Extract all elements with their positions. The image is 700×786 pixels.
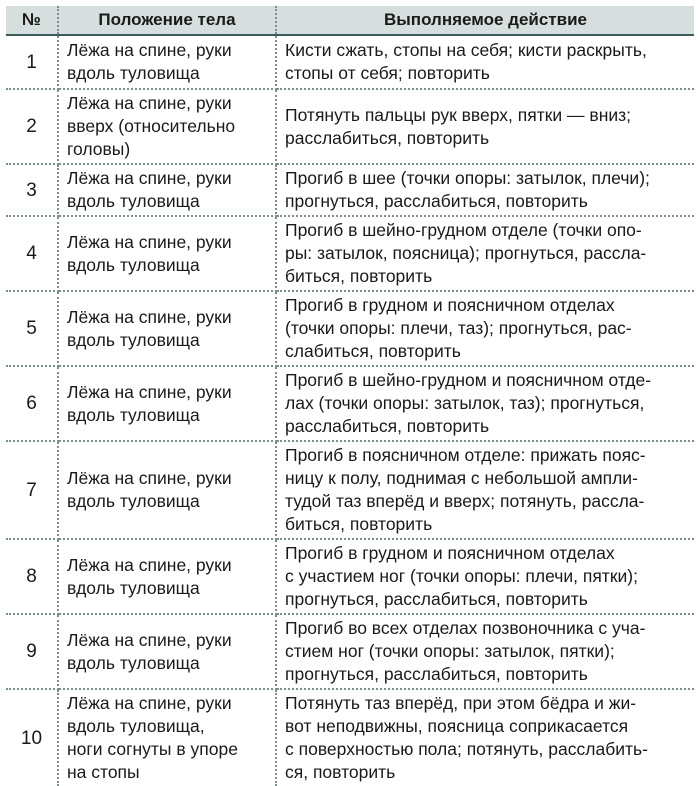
table-header-row [6, 6, 694, 35]
row-action: Прогиб в грудном и поясничном отделах (точки опоры: плечи, таз); прогнуться, рас- слабиться, повторить [276, 291, 694, 366]
row-number: 6 [6, 366, 58, 441]
header-number: № [6, 6, 58, 35]
row-number: 5 [6, 291, 58, 366]
row-position: Лёжа на спине, руки вдоль туловища [58, 216, 276, 291]
row-position: Лёжа на спине, руки вдоль туловища [58, 539, 276, 614]
table-row [6, 539, 694, 614]
row-number: 7 [6, 441, 58, 539]
row-position: Лёжа на спине, руки вдоль туловища [58, 291, 276, 366]
row-position: Лёжа на спине, руки вдоль туловища [58, 164, 276, 216]
row-position: Лёжа на спине, руки вдоль туловища [58, 441, 276, 539]
table-row [6, 89, 694, 164]
table-row [6, 164, 694, 216]
table-row [6, 35, 694, 89]
row-action: Потянуть таз вперёд, при этом бёдра и жи- вот неподвижны, поясница соприкасается с поверхностью пола; потянуть, расслабить- ся, повторить [285, 693, 648, 782]
row-number: 3 [6, 164, 58, 216]
table-row [6, 689, 694, 786]
row-action: Потянуть пальцы рук вверх, пятки — вниз; расслабиться, повторить [276, 89, 694, 164]
row-action: Кисти сжать, стопы на себя; кисти раскрыть, стопы от себя; повторить [276, 35, 694, 89]
row-action: Прогиб в шейно-грудном отделе (точки опо- ры: затылок, поясница); прогнуться, рассла- биться, повторить [276, 216, 694, 291]
row-position: Лёжа на спине, руки вдоль туловища [58, 35, 276, 89]
row-number: 4 [6, 216, 58, 291]
row-number: 10 [6, 689, 58, 786]
table-row [6, 291, 694, 366]
row-number: 1 [6, 35, 58, 89]
header-action: Выполняемое действие [276, 6, 694, 35]
row-number: 2 [6, 89, 58, 164]
row-position: Лёжа на спине, руки вдоль туловища [58, 614, 276, 689]
row-position: Лёжа на спине, руки вдоль туловища, ноги согнуты в упоре на стопы [58, 689, 276, 786]
exercise-table [6, 6, 694, 786]
row-position: Лёжа на спине, руки вдоль туловища [58, 366, 276, 441]
row-action: Прогиб во всех отделах позвоночника с уча- стием ног (точки опоры: затылок, пятки); прогнуться, расслабиться, повторить [276, 614, 694, 689]
row-number: 9 [6, 614, 58, 689]
table-row [6, 366, 694, 441]
row-action: Прогиб в поясничном отделе: прижать пояс- ницу к полу, поднимая с небольшой ампли- тудой таз вперёд и вверх; потянуть, рассла- биться, повторить [276, 441, 694, 539]
row-number: 8 [6, 539, 58, 614]
table-row [6, 216, 694, 291]
header-position: Положение тела [58, 6, 276, 35]
row-action: Прогиб в грудном и поясничном отделах с участием ног (точки опоры: плечи, пятки); прогнуться, расслабиться, повторить [276, 539, 694, 614]
table-row [6, 614, 694, 689]
row-action: Прогиб в шее (точки опоры: затылок, плечи); прогнуться, расслабиться, повторить [276, 164, 694, 216]
row-action: Прогиб в шейно-грудном и поясничном отде- лах (точки опоры: затылок, таз); прогнуться, расслабиться, повторить [276, 366, 694, 441]
row-position: Лёжа на спине, руки вверх (относительно головы) [58, 89, 276, 164]
table-row [6, 441, 694, 539]
